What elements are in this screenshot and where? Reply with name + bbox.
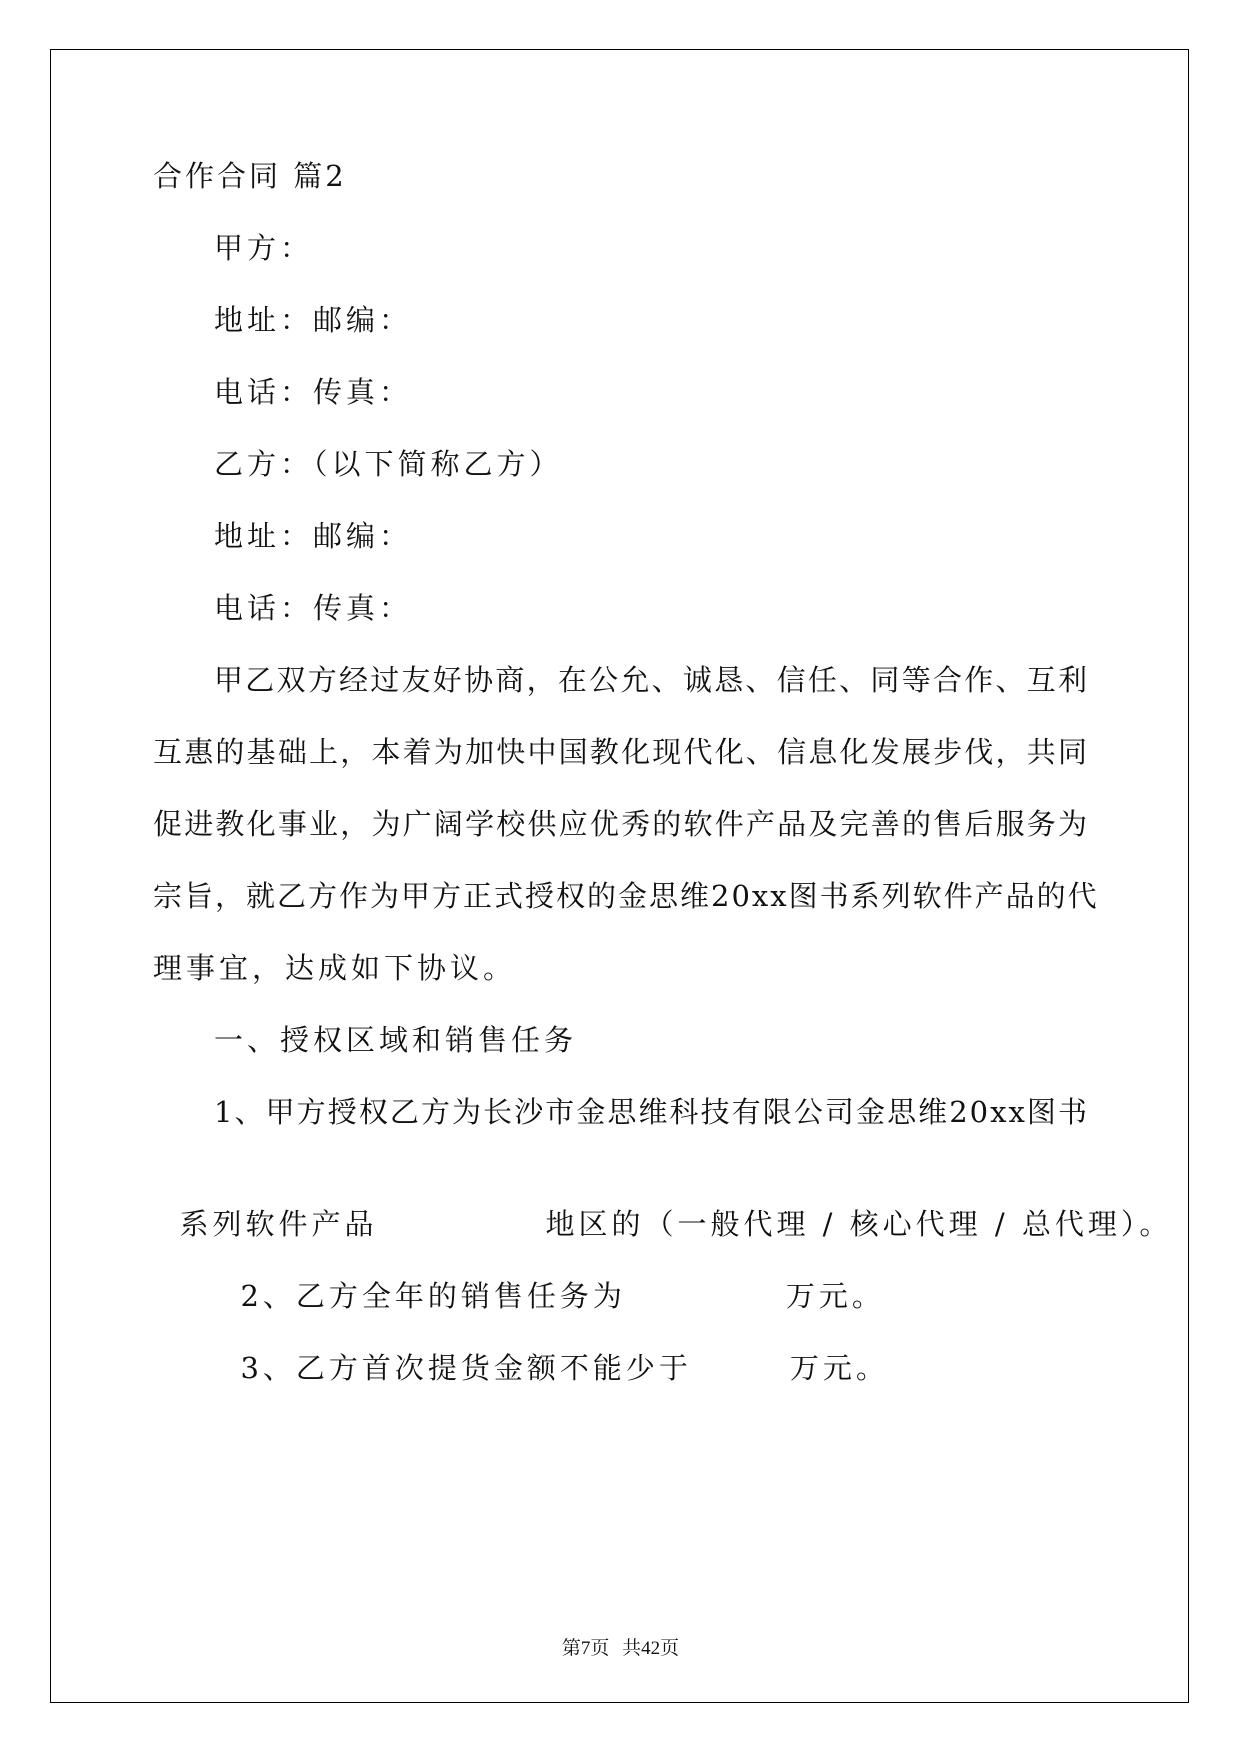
clause-2-text: 2、乙方全年的销售任务为 xyxy=(240,1279,626,1313)
preamble-line-5: 理事宜，达成如下协议。 xyxy=(153,951,517,985)
clause-1-product-text: 系列软件产品 xyxy=(179,1207,378,1241)
party-a-phone: 电话：传真： xyxy=(214,375,413,409)
party-a-label: 甲方： xyxy=(214,231,314,265)
party-a-address: 地址：邮编： xyxy=(214,303,413,337)
page-footer xyxy=(0,1636,1241,1662)
clause-3-text: 3、乙方首次提货金额不能少于 xyxy=(240,1351,692,1385)
document-heading: 合作合同 篇2 xyxy=(153,159,347,193)
total-pages: 共42页 xyxy=(622,1638,680,1659)
clause-1-region-text: 地区的（一般代理 / 核心代理 / 总代理）。 xyxy=(545,1207,1173,1241)
clause-1-line-2 xyxy=(153,1164,1172,1244)
clause-2-unit: 万元。 xyxy=(785,1279,885,1313)
clause-2 xyxy=(214,1236,885,1316)
party-b-phone: 电话：传真： xyxy=(214,591,413,625)
clause-3-unit: 万元。 xyxy=(789,1351,889,1385)
page-number: 第7页 xyxy=(561,1638,610,1659)
preamble-line-3: 促进教化事业，为广阔学校供应优秀的软件产品及完善的售后服务为 xyxy=(153,807,1089,841)
preamble-line-1: 甲乙双方经过友好协商，在公允、诚恳、信任、同等合作、互利 xyxy=(214,663,1089,697)
section-1-title: 一、授权区域和销售任务 xyxy=(214,1023,578,1057)
preamble-line-4: 宗旨，就乙方作为甲方正式授权的金思维20xx图书系列软件产品的代 xyxy=(153,879,1099,913)
party-b-label: 乙方：（以下简称乙方） xyxy=(214,447,563,481)
clause-1-line-1: 1、甲方授权乙方为长沙市金思维科技有限公司金思维20xx图书 xyxy=(214,1095,1089,1129)
party-b-address: 地址：邮编： xyxy=(214,519,413,553)
clause-3 xyxy=(214,1308,889,1388)
preamble-line-2: 互惠的基础上，本着为加快中国教化现代化、信息化发展步伐，共同 xyxy=(153,735,1089,769)
